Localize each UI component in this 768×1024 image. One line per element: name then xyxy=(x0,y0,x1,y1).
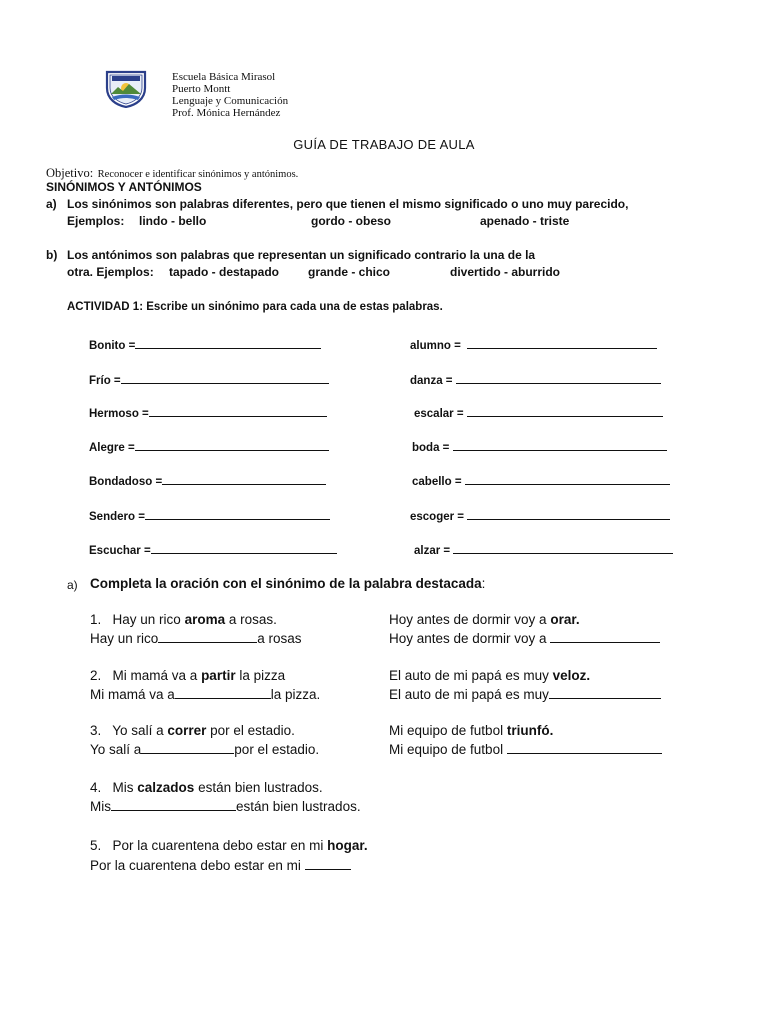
word-label: boda = xyxy=(412,442,450,454)
sentence-text: Hay un rico xyxy=(90,631,159,646)
sentence-text: Hay un rico xyxy=(112,612,185,627)
answer-blank[interactable] xyxy=(467,406,663,417)
item-b-marker: b) xyxy=(46,248,58,262)
word-label: Escuchar = xyxy=(89,545,151,557)
school-name: Escuela Básica Mirasol xyxy=(172,71,276,83)
item-a-line1: Los sinónimos son palabras diferentes, pero que tienen el mismo significado o uno muy parecido, xyxy=(67,197,629,211)
highlighted-word: orar. xyxy=(550,612,580,627)
sentence-1-fill xyxy=(90,631,302,646)
word-label: Hermoso = xyxy=(89,408,149,420)
word-label: escalar = xyxy=(414,408,464,420)
sentence-3 xyxy=(90,723,295,738)
sentence-text: Por la cuarentena debo estar en mi xyxy=(90,858,305,873)
item-a-example-2: gordo - obeso xyxy=(311,214,391,228)
activity-row xyxy=(412,440,667,454)
sentence-text: Yo salí a xyxy=(90,742,142,757)
sentence-5 xyxy=(90,838,368,853)
word-label: danza = xyxy=(410,375,453,387)
highlighted-word: aroma xyxy=(184,612,226,627)
word-label: Frío = xyxy=(89,375,121,387)
answer-blank[interactable] xyxy=(141,743,234,754)
sentence-r3 xyxy=(389,723,553,738)
item-b-line2-prefix: otra. Ejemplos: xyxy=(67,265,154,279)
sentence-text: Mi mamá va a xyxy=(112,668,202,683)
highlighted-word: correr xyxy=(167,723,207,738)
sentence-text: Mi equipo de futbol xyxy=(389,723,507,738)
item-a-example-1: lindo - bello xyxy=(139,214,207,228)
sentence-text: por el estadio. xyxy=(206,723,295,738)
item-b-example-2: grande - chico xyxy=(308,265,391,279)
activity-1-title: ACTIVIDAD 1: Escribe un sinónimo para cada una de estas palabras. xyxy=(67,301,443,313)
city-name: Puerto Montt xyxy=(172,83,231,95)
activity-row xyxy=(414,406,663,420)
word-label: Bondadoso = xyxy=(89,476,163,488)
activity-row xyxy=(410,373,661,387)
item-b-example-3: divertido - aburrido xyxy=(450,265,561,279)
sentence-number: 4. xyxy=(90,780,102,795)
answer-blank[interactable] xyxy=(453,440,667,451)
answer-blank[interactable] xyxy=(158,632,257,643)
teacher-name: Prof. Mónica Hernández xyxy=(172,107,281,119)
sentence-text: a rosas. xyxy=(225,612,277,627)
part-a-marker: a) xyxy=(67,578,78,592)
word-label: alumno = xyxy=(410,340,461,352)
answer-blank[interactable] xyxy=(453,543,673,554)
answer-blank[interactable] xyxy=(175,688,271,699)
answer-blank[interactable] xyxy=(465,474,670,485)
activity-row xyxy=(89,509,330,523)
item-a-example-3: apenado - triste xyxy=(480,214,570,228)
sentence-text: la pizza. xyxy=(270,687,321,702)
sentence-number: 2. xyxy=(90,668,102,683)
sentence-r1 xyxy=(389,612,580,627)
sentence-3-fill xyxy=(90,742,319,757)
activity-row xyxy=(414,543,673,557)
sentence-r2 xyxy=(389,668,590,683)
school-crest-icon xyxy=(104,70,148,108)
sentence-text: Yo salí a xyxy=(112,723,168,738)
answer-blank[interactable] xyxy=(121,373,329,384)
sentence-number: 5. xyxy=(90,838,102,853)
sentence-r2-fill xyxy=(389,687,661,702)
word-label: alzar = xyxy=(414,545,451,557)
activity-row xyxy=(89,373,329,387)
sentence-5-fill xyxy=(90,858,351,873)
objective-text: Reconocer e identificar sinónimos y antónimos. xyxy=(97,169,299,180)
sentence-r1-fill xyxy=(389,631,660,646)
answer-blank[interactable] xyxy=(467,338,657,349)
sentence-text: Hoy antes de dormir voy a xyxy=(389,612,551,627)
sentence-text: por el estadio. xyxy=(234,742,320,757)
activity-row xyxy=(89,543,337,557)
sentence-text: Mi equipo de futbol xyxy=(389,742,507,757)
sentence-4 xyxy=(90,780,323,795)
highlighted-word: partir xyxy=(201,668,236,683)
answer-blank[interactable] xyxy=(162,474,326,485)
answer-blank[interactable] xyxy=(111,800,236,811)
sentence-text: la pizza xyxy=(235,668,286,683)
sentence-text: Por la cuarentena debo estar en mi xyxy=(112,838,328,853)
sentence-2-fill xyxy=(90,687,320,702)
highlighted-word: hogar. xyxy=(327,838,368,853)
objective-label: Objetivo: xyxy=(46,166,94,180)
sentence-r3-fill xyxy=(389,742,662,757)
answer-blank[interactable] xyxy=(305,859,351,870)
word-label: Alegre = xyxy=(89,442,135,454)
activity-row xyxy=(89,474,326,488)
sentence-text: Mis xyxy=(112,780,138,795)
sentence-1 xyxy=(90,612,277,627)
word-label: Bonito = xyxy=(89,340,136,352)
subject-name: Lenguaje y Comunicación xyxy=(172,95,289,107)
sentence-text: a rosas xyxy=(257,631,302,646)
highlighted-word: calzados xyxy=(137,780,195,795)
sentence-text: El auto de mi papá es muy xyxy=(389,687,549,702)
answer-blank[interactable] xyxy=(145,509,330,520)
answer-blank[interactable] xyxy=(135,440,329,451)
activity-row xyxy=(412,474,670,488)
answer-blank[interactable] xyxy=(550,632,660,643)
sentence-number: 1. xyxy=(90,612,102,627)
sentence-2 xyxy=(90,668,285,683)
answer-blank[interactable] xyxy=(507,743,662,754)
answer-blank[interactable] xyxy=(135,338,321,349)
answer-blank[interactable] xyxy=(467,509,670,520)
part-a-title xyxy=(90,576,485,591)
sentence-text: están bien lustrados. xyxy=(194,780,323,795)
answer-blank[interactable] xyxy=(456,373,661,384)
part-a-colon: : xyxy=(481,576,486,591)
page-title: GUÍA DE TRABAJO DE AULA xyxy=(293,137,475,152)
section-heading: SINÓNIMOS Y ANTÓNIMOS xyxy=(46,180,202,194)
part-a-title-text: Completa la oración con el sinónimo de la palabra destacada xyxy=(90,576,482,591)
highlighted-word: veloz. xyxy=(552,668,591,683)
word-label: cabello = xyxy=(412,476,462,488)
activity-row xyxy=(410,338,657,352)
item-a-marker: a) xyxy=(46,197,57,211)
highlighted-word: triunfó. xyxy=(506,723,554,738)
activity-row xyxy=(89,440,329,454)
sentence-text: Mi mamá va a xyxy=(90,687,175,702)
answer-blank[interactable] xyxy=(149,406,327,417)
activity-row xyxy=(410,509,670,523)
school-logo xyxy=(104,70,148,108)
item-b-example-1: tapado - destapado xyxy=(169,265,280,279)
sentence-number: 3. xyxy=(90,723,102,738)
sentence-text: Hoy antes de dormir voy a xyxy=(389,631,551,646)
activity-row xyxy=(89,406,327,420)
item-b-line1: Los antónimos son palabras que representan un significado contrario la una de la xyxy=(67,248,536,262)
word-label: escoger = xyxy=(410,511,465,523)
sentence-4-fill xyxy=(90,799,361,814)
answer-blank[interactable] xyxy=(549,688,661,699)
item-a-examples-label: Ejemplos: xyxy=(67,214,125,228)
sentence-text: Mis xyxy=(90,799,111,814)
answer-blank[interactable] xyxy=(151,543,337,554)
sentence-text: El auto de mi papá es muy xyxy=(389,668,553,683)
activity-row xyxy=(89,338,321,352)
word-label: Sendero = xyxy=(89,511,145,523)
sentence-text: están bien lustrados. xyxy=(236,799,361,814)
